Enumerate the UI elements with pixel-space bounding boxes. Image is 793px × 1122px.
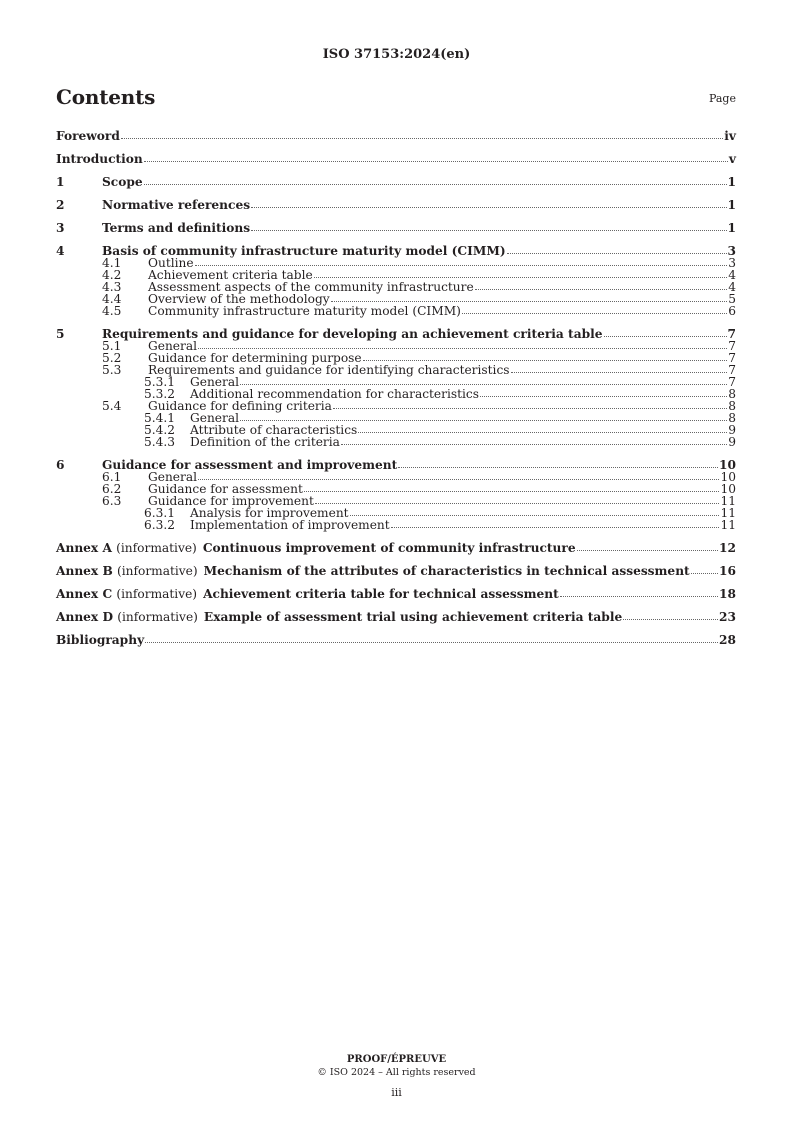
toc-entry-label: Additional recommendation for characteristics xyxy=(190,387,479,401)
toc-entry-label: Requirements and guidance for developing an achievement criteria table xyxy=(102,327,603,341)
toc-dot-leader xyxy=(251,207,726,208)
toc-entry-label: Guidance for defining criteria xyxy=(148,399,332,413)
toc-entry[interactable] xyxy=(56,176,736,188)
toc-dot-leader xyxy=(251,230,726,231)
toc-entry-label: Attribute of characteristics xyxy=(190,423,358,437)
toc-entry-label: Guidance for improvement xyxy=(148,494,314,508)
toc-entry[interactable] xyxy=(56,436,736,448)
toc-entry-label: Introduction xyxy=(56,152,143,166)
toc-entry-page: 1 xyxy=(727,175,736,189)
toc-entry-page: 9 xyxy=(728,423,736,437)
toc-entry-page: 8 xyxy=(728,399,736,413)
toc-entry-label: Overview of the methodology xyxy=(148,292,330,306)
toc-entry-page: 12 xyxy=(719,541,736,555)
toc-entry-label: General xyxy=(190,375,239,389)
toc-entry-page: 7 xyxy=(728,351,736,365)
toc-entry-number: 3 xyxy=(56,221,65,235)
toc-entry-number: 6.3 xyxy=(102,494,122,508)
toc-entry-number: 6.1 xyxy=(102,470,122,484)
toc-entry-page: 4 xyxy=(728,280,736,294)
toc-dot-leader xyxy=(144,184,727,185)
toc-entry[interactable] xyxy=(56,634,736,646)
toc-dot-leader xyxy=(475,289,728,290)
toc-entry-label: Assessment aspects of the community infrastructure xyxy=(148,280,474,294)
toc-entry[interactable] xyxy=(56,130,736,142)
toc-dot-leader xyxy=(462,313,727,314)
toc-entry-number: 4 xyxy=(56,244,65,258)
toc-entry-page: 6 xyxy=(728,304,736,318)
toc-entry-page: 1 xyxy=(727,198,736,212)
toc-entry[interactable] xyxy=(56,153,736,165)
toc-entry-page: 3 xyxy=(727,244,736,258)
toc-entry-page: 7 xyxy=(728,363,736,377)
toc-entry[interactable] xyxy=(56,222,736,234)
toc-entry-page: 8 xyxy=(728,411,736,425)
toc-entry-label: Continuous improvement of community infrastructure xyxy=(202,541,576,555)
toc-dot-leader xyxy=(240,384,727,385)
toc-entry-number: 5.2 xyxy=(102,351,122,365)
contents-title: Contents xyxy=(56,85,156,109)
toc-entry-label: Guidance for assessment xyxy=(148,482,303,496)
toc-entry-page: 16 xyxy=(719,564,736,578)
toc-dot-leader xyxy=(144,161,728,162)
toc-entry-number: 5.4.1 xyxy=(144,411,176,425)
toc-entry-page: v xyxy=(728,152,736,166)
toc-dot-leader xyxy=(511,372,728,373)
toc-entry-number: 5.4.2 xyxy=(144,423,176,437)
toc-entry-number: 4.4 xyxy=(102,292,122,306)
page-number: iii xyxy=(391,1086,402,1099)
toc-entry-number: 1 xyxy=(56,175,65,189)
toc-entry-label: Example of assessment trial using achievement criteria table xyxy=(203,610,623,624)
toc-entry-label: Implementation of improvement xyxy=(190,518,390,532)
toc-entry-page: 4 xyxy=(728,268,736,282)
toc-entry-page: 7 xyxy=(727,327,736,341)
toc-entry-number: 6.3.2 xyxy=(144,518,176,532)
toc-entry-page: 8 xyxy=(728,387,736,401)
toc-entry-label: Outline xyxy=(148,256,194,270)
toc-entry-label: Bibliography xyxy=(56,633,145,647)
toc-entry-label: Guidance for determining purpose xyxy=(148,351,362,365)
toc-entry-page: 9 xyxy=(728,435,736,449)
toc-entry-label: General xyxy=(148,339,197,353)
toc-entry-number: 5.4 xyxy=(102,399,122,413)
toc-annex-informative: (informative) xyxy=(116,587,198,601)
toc-entry-page: 23 xyxy=(719,610,736,624)
toc-entry-page: 7 xyxy=(728,339,736,353)
toc-entry[interactable] xyxy=(56,611,736,623)
toc-entry-number: 2 xyxy=(56,198,65,212)
toc-dot-leader xyxy=(121,138,723,139)
toc-entry-label: Definition of the criteria xyxy=(190,435,340,449)
toc-entry-label: Foreword xyxy=(56,129,120,143)
toc-dot-leader xyxy=(691,573,718,574)
toc-entry-page: 3 xyxy=(728,256,736,270)
toc-entry-page: 1 xyxy=(727,221,736,235)
toc-annex-number: Annex A xyxy=(56,541,112,555)
toc-dot-leader xyxy=(480,396,727,397)
toc-entry-label: Guidance for assessment and improvement xyxy=(102,458,398,472)
toc-entry-page: 10 xyxy=(720,470,736,484)
toc-entry-page: 11 xyxy=(720,506,736,520)
toc-entry-number: 4.2 xyxy=(102,268,122,282)
toc-dot-leader xyxy=(333,408,727,409)
toc-entry-page: 10 xyxy=(719,458,736,472)
toc-entry-number: 5 xyxy=(56,327,65,341)
toc-entry-label: Terms and definitions xyxy=(102,221,251,235)
toc-annex-number: Annex C xyxy=(56,587,113,601)
copyright-notice: © ISO 2024 – All rights reserved xyxy=(317,1067,476,1078)
toc-entry-number: 5.4.3 xyxy=(144,435,176,449)
toc-entry-label: General xyxy=(190,411,239,425)
toc-entry-number: 4.5 xyxy=(102,304,122,318)
toc-dot-leader xyxy=(560,596,718,597)
toc-entry-page: 11 xyxy=(720,494,736,508)
toc-dot-leader xyxy=(195,265,728,266)
toc-dot-leader xyxy=(391,527,720,528)
toc-entry-label: Community infrastructure maturity model (CIMM) xyxy=(148,304,461,318)
toc-entry-number: 5.1 xyxy=(102,339,122,353)
toc-entry-page: 11 xyxy=(720,518,736,532)
toc-dot-leader xyxy=(577,550,718,551)
toc-entry-label: General xyxy=(148,470,197,484)
toc-entry-number: 5.3 xyxy=(102,363,122,377)
toc-dot-leader xyxy=(145,642,718,643)
toc-entry-page: 10 xyxy=(720,482,736,496)
toc-entry-label: Requirements and guidance for identifying characteristics xyxy=(148,363,510,377)
toc-dot-leader xyxy=(507,253,727,254)
toc-dot-leader xyxy=(363,360,728,361)
toc-dot-leader xyxy=(350,515,720,516)
toc-annex-informative: (informative) xyxy=(117,564,198,578)
toc-entry-number: 5.3.2 xyxy=(144,387,176,401)
toc-entry[interactable] xyxy=(56,565,736,577)
toc-entry-number: 6.3.1 xyxy=(144,506,176,520)
toc-dot-leader xyxy=(358,432,727,433)
toc-entry-number: 6.2 xyxy=(102,482,122,496)
toc-entry-label: Achievement criteria table xyxy=(148,268,313,282)
toc-entry-label: Achievement criteria table for technical assessment xyxy=(203,587,559,601)
toc-dot-leader xyxy=(240,420,727,421)
toc-entry-page: 28 xyxy=(719,633,736,647)
toc-entry[interactable] xyxy=(56,542,736,554)
toc-dot-leader xyxy=(304,491,720,492)
toc-entry-number: 4.1 xyxy=(102,256,122,270)
toc-annex-informative: (informative) xyxy=(117,610,198,624)
toc-entry-page: 18 xyxy=(719,587,736,601)
toc-entry-label: Basis of community infrastructure maturity model (CIMM) xyxy=(102,244,506,258)
toc-entry-label: Scope xyxy=(102,175,143,189)
toc-entry[interactable] xyxy=(56,588,736,600)
proof-label: PROOF/ÉPREUVE xyxy=(346,1054,447,1065)
toc-dot-leader xyxy=(315,503,720,504)
toc-entry[interactable] xyxy=(56,305,736,317)
toc-annex-number: Annex D xyxy=(56,610,114,624)
toc-entry[interactable] xyxy=(56,199,736,211)
toc-entry-label: Analysis for improvement xyxy=(190,506,349,520)
toc-entry-number: 4.3 xyxy=(102,280,122,294)
table-of-contents xyxy=(56,130,736,646)
toc-dot-leader xyxy=(604,336,727,337)
toc-entry-number: 6 xyxy=(56,458,65,472)
toc-dot-leader xyxy=(623,619,718,620)
page-column-label: Page xyxy=(708,92,736,105)
toc-dot-leader xyxy=(198,348,727,349)
toc-dot-leader xyxy=(331,301,728,302)
toc-entry-page: iv xyxy=(724,129,736,143)
toc-dot-leader xyxy=(314,277,728,278)
toc-entry-label: Normative references xyxy=(102,198,251,212)
toc-dot-leader xyxy=(341,444,727,445)
toc-annex-number: Annex B xyxy=(56,564,113,578)
toc-dot-leader xyxy=(198,479,719,480)
toc-entry[interactable] xyxy=(56,519,736,531)
toc-entry-label: Mechanism of the attributes of characteristics in technical assessment xyxy=(203,564,690,578)
toc-entry-number: 5.3.1 xyxy=(144,375,176,389)
toc-entry-page: 5 xyxy=(728,292,736,306)
toc-entry-page: 7 xyxy=(728,375,736,389)
document-header: ISO 37153:2024(en) xyxy=(322,47,471,62)
toc-annex-informative: (informative) xyxy=(116,541,197,555)
toc-dot-leader xyxy=(398,467,718,468)
